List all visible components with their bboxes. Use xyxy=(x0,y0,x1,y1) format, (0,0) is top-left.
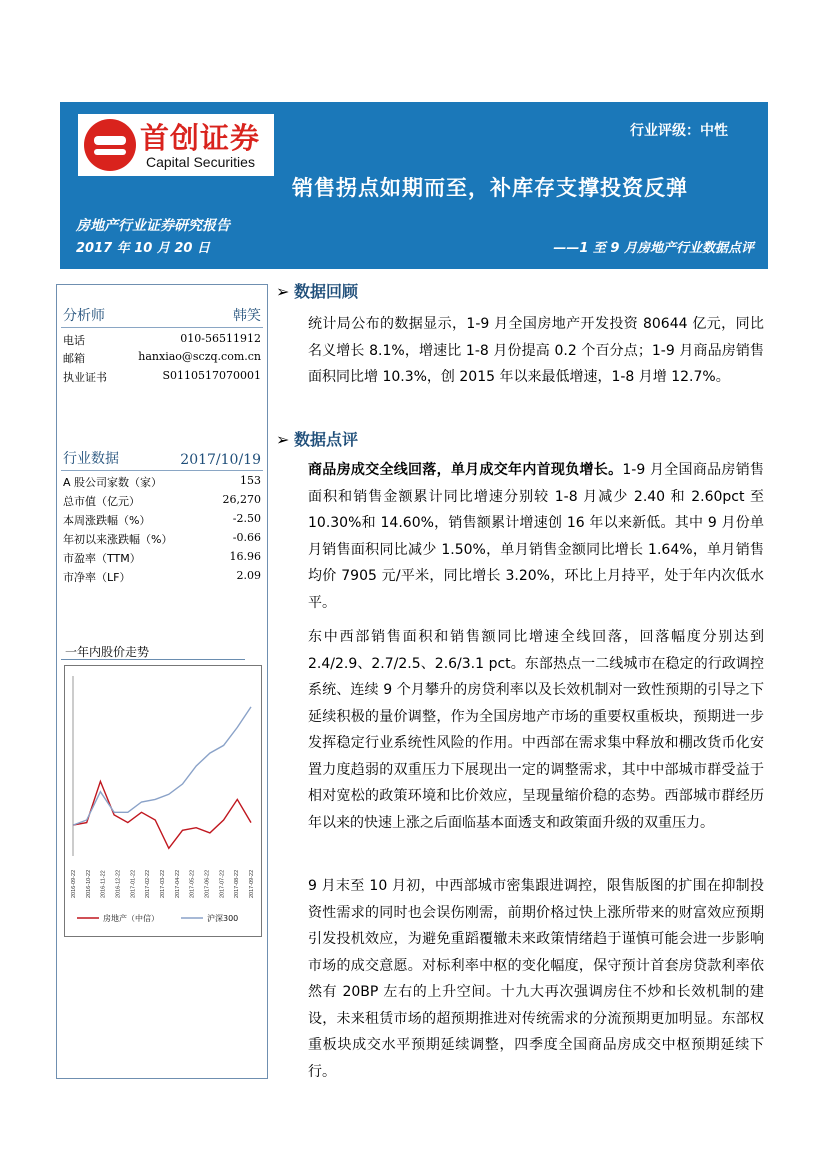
row-value: 153 xyxy=(240,474,261,487)
row-label: A 股公司家数（家） xyxy=(63,476,163,489)
x-tick-label: 2016-09-22 xyxy=(71,869,77,898)
logo-mark-icon xyxy=(84,119,136,171)
industry-data-heading xyxy=(61,448,263,471)
arrow-icon: ➢ xyxy=(276,282,290,301)
paragraph: 东中西部销售面积和销售额同比增速全线回落，回落幅度分别达到 2.4/2.9、2.7/2.5、2.6/3.1 pct。东部热点一二线城市在稳定的行政调控系统、连续 9 个月攀升的房贷利率以及长效机制对一致性预期的引导之下延续积极的量价调整，作为全国房地产市场的重要权重板块，预期进一步发挥稳定行业系统性风险的作用。中西部在需求集中释放和棚改货币化安置力度趋弱的双重压力下展现出一定的调整需求，其中中部城市群受益于相对宽松的政策环境和比价效应，呈现量缩价稳的态势。西部城市群经历年以来的快速上涨之后面临基本面透支和政策面升级的双重压力。 xyxy=(308,629,764,831)
legend-label: 房地产（中信） xyxy=(103,914,159,923)
analyst-label: 分析师 xyxy=(63,308,105,324)
sidebar xyxy=(56,284,268,1079)
industry-row xyxy=(61,566,263,586)
row-label: 年初以来涨跌幅（%） xyxy=(63,533,173,546)
row-label: 本周涨跌幅（%） xyxy=(63,514,151,527)
logo-chinese-name: 首创证券 xyxy=(140,121,261,155)
row-label: 总市值（亿元） xyxy=(63,495,140,508)
section-title: 数据回顾 xyxy=(294,282,359,301)
report-subtitle: ——1 至 9 月房地产行业数据点评 xyxy=(553,241,754,256)
row-value: hanxiao@sczq.com.cn xyxy=(138,350,261,363)
report-date: 2017 年 10 月 20 日 xyxy=(76,241,210,256)
industry-row xyxy=(61,509,263,529)
report-banner xyxy=(60,102,768,269)
logo-english-name: Capital Securities xyxy=(146,154,255,170)
row-value: S0110517070001 xyxy=(162,369,261,382)
x-tick-label: 2017-04-22 xyxy=(174,869,181,898)
section-heading xyxy=(276,427,358,450)
x-tick-label: 2017-03-22 xyxy=(160,869,166,898)
report-headline: 销售拐点如期而至，补库存支撑投资反弹 xyxy=(292,175,688,200)
company-logo xyxy=(78,114,274,176)
row-value: 2.09 xyxy=(236,569,261,582)
industry-row xyxy=(61,547,263,567)
row-value: 26,270 xyxy=(222,493,261,506)
series-line-1 xyxy=(73,707,251,825)
paragraph-lead: 商品房成交全线回落，单月成交年内首现负增长。 xyxy=(308,462,623,478)
row-label: 市净率（LF） xyxy=(63,571,131,584)
analyst-heading xyxy=(61,305,263,328)
industry-row xyxy=(61,471,263,491)
x-tick-label: 2017-02-22 xyxy=(145,869,152,898)
industry-data-date: 2017/10/19 xyxy=(180,452,261,468)
paragraph-body: 1-9 月全国商品房销售面积和销售金额累计同比增速分别较 1-8 月减少 2.40 和 2.60pct 至 10.30%和 14.60%，销售额累计增速创 16 年以来新低。其中 9 月份单月销售面积同比减少 1.50%，单月销售金额同比增长 1.64%，单月销售均价 7905 元/平米，同比增长 3.20%，环比上月持平，处于年内次低水平。 xyxy=(308,462,764,611)
industry-row xyxy=(61,490,263,510)
row-value: 16.96 xyxy=(229,550,261,563)
x-tick-label: 2017-07-22 xyxy=(219,869,226,898)
report-type: 房地产行业证券研究报告 xyxy=(76,218,230,234)
row-label: 市盈率（TTM） xyxy=(63,552,141,565)
legend-label: 沪深300 xyxy=(207,914,239,923)
industry-row xyxy=(61,528,263,548)
x-tick-label: 2016-12-22 xyxy=(115,869,122,898)
x-tick-label: 2017-01-22 xyxy=(130,869,137,898)
x-tick-label: 2017-06-22 xyxy=(204,869,211,898)
series-line-0 xyxy=(73,781,251,848)
row-label: 邮箱 xyxy=(63,352,85,365)
industry-data-label: 行业数据 xyxy=(63,451,119,467)
paragraph: 统计局公布的数据显示，1-9 月全国房地产开发投资 80644 亿元，同比名义增长 8.1%，增速比 1-8 月份提高 0.2 个百分点；1-9 月商品房销售面积同比增 10.3%，创 2015 年以来最低增速，1-8 月增 12.7%。 xyxy=(308,316,764,385)
arrow-icon: ➢ xyxy=(276,430,290,449)
chart-divider xyxy=(61,659,245,660)
x-tick-label: 2017-09-22 xyxy=(249,869,255,898)
row-value: -0.66 xyxy=(232,531,261,544)
price-chart-svg xyxy=(65,666,261,936)
analyst-license-row xyxy=(61,366,263,386)
row-label: 执业证书 xyxy=(63,371,107,384)
x-tick-label: 2017-05-22 xyxy=(189,869,196,898)
analyst-email-row xyxy=(61,347,263,367)
analyst-name: 韩笑 xyxy=(233,308,261,324)
paragraph xyxy=(308,457,764,616)
section-title: 数据点评 xyxy=(294,430,359,449)
paragraph: 9 月末至 10 月初，中西部城市密集跟进调控，限售版图的扩围在抑制投资性需求的同时也会误伤刚需，前期价格过快上涨所带来的财富效应预期引发投机效应，为避免重蹈覆辙未来政策情绪趋于谨慎可能会进一步影响市场的成交意愿。对标利率中枢的变化幅度，保守预计首套房贷款利率依然有 20BP 左右的上升空间。十九大再次强调房住不炒和长效机制的建设，未来租赁市场的超预期推进对传统需求的分流预期更加明显。东部权重板块成交水平预期延续调整，四季度全国商品房成交中枢预期延续下行。 xyxy=(308,878,764,1080)
section-heading xyxy=(276,279,358,302)
row-label: 电话 xyxy=(63,334,85,347)
industry-rating: 行业评级：中性 xyxy=(630,123,728,139)
analyst-phone-row xyxy=(61,329,263,349)
chart-title: 一年内股价走势 xyxy=(65,645,150,659)
row-value: 010-56511912 xyxy=(180,332,261,345)
x-tick-label: 2016-11-22 xyxy=(100,870,107,898)
x-tick-label: 2017-08-22 xyxy=(234,869,241,898)
x-tick-label: 2016-10-22 xyxy=(85,869,92,898)
price-chart xyxy=(64,665,262,937)
row-value: -2.50 xyxy=(232,512,261,525)
